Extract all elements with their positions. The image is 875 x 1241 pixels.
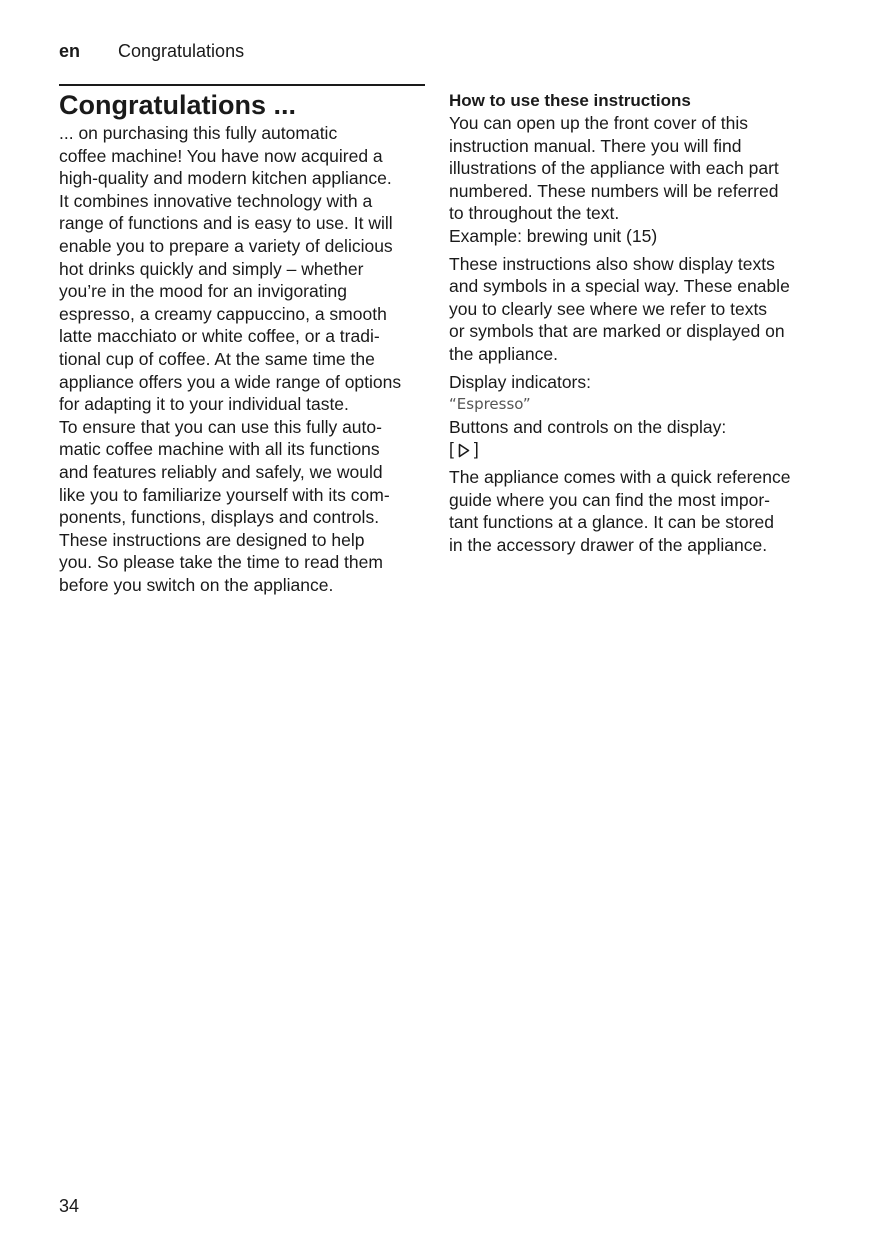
- text-line: and features reliably and safely, we would: [59, 461, 383, 482]
- text-line: you’re in the mood for an invigorating: [59, 281, 347, 302]
- page-title: Congratulations ...: [59, 90, 297, 120]
- text-line: ponents, functions, displays and controls.: [59, 507, 380, 528]
- text-line: To ensure that you can use this fully auto-: [59, 416, 382, 437]
- display-indicators-label: Display indicators:: [449, 371, 591, 392]
- text-line: before you switch on the appliance.: [59, 574, 334, 595]
- text-line: latte macchiato or white coffee, or a tradi-: [59, 326, 380, 347]
- text-line: illustrations of the appliance with each part: [449, 158, 779, 179]
- quick-reference-paragraph: [449, 466, 824, 556]
- text-line: and symbols in a special way. These enable: [449, 276, 790, 297]
- text-line: high-quality and modern kitchen appliance.: [59, 168, 392, 189]
- intro-paragraph: [59, 122, 429, 596]
- text-line: coffee machine! You have now acquired a: [59, 145, 383, 166]
- page-header: [59, 39, 244, 63]
- text-line: ... on purchasing this fully automatic: [59, 123, 338, 143]
- button-symbol-example: [449, 438, 479, 461]
- text-line: The appliance comes with a quick reference: [449, 466, 791, 487]
- text-line: or symbols that are marked or displayed on: [449, 321, 785, 342]
- display-texts-paragraph: [449, 253, 824, 366]
- play-outline-icon: [458, 438, 470, 461]
- text-line: hot drinks quickly and simply – whether: [59, 258, 364, 279]
- text-line: enable you to prepare a variety of delicious: [59, 235, 393, 256]
- text-line: you to clearly see where we refer to texts: [449, 298, 768, 319]
- bracket-close: ]: [473, 439, 479, 460]
- text-line: It combines innovative technology with a: [59, 190, 373, 211]
- text-line: you. So please take the time to read them: [59, 552, 383, 573]
- left-column: [59, 88, 429, 596]
- text-line: to throughout the text.: [449, 203, 620, 224]
- text-line: guide where you can find the most impor-: [449, 489, 770, 510]
- text-line: the appliance.: [449, 343, 558, 364]
- right-column: [449, 90, 824, 556]
- buttons-label: Buttons and controls on the display:: [449, 416, 727, 437]
- display-examples: [449, 371, 824, 461]
- text-line: These instructions are designed to help: [59, 529, 365, 550]
- text-line: tant functions at a glance. It can be stored: [449, 512, 774, 533]
- text-line: for adapting it to your individual taste.: [59, 394, 349, 415]
- text-line: numbered. These numbers will be referred: [449, 180, 779, 201]
- text-line: espresso, a creamy cappuccino, a smooth: [59, 303, 387, 324]
- usage-paragraph: [449, 112, 824, 248]
- display-text-example: “Espresso”: [449, 395, 531, 414]
- text-line: These instructions also show display texts: [449, 253, 775, 274]
- example-line: Example: brewing unit (15): [449, 225, 658, 246]
- text-line: tional cup of coffee. At the same time the: [59, 348, 375, 369]
- text-line: appliance offers you a wide range of options: [59, 371, 402, 392]
- title-rule: [59, 84, 425, 86]
- text-line: You can open up the front cover of this: [449, 113, 749, 133]
- text-line: matic coffee machine with all its functions: [59, 439, 380, 460]
- section-title: Congratulations: [118, 41, 245, 61]
- language-code: en: [59, 41, 81, 61]
- page-number: 34: [59, 1196, 80, 1216]
- text-line: in the accessory drawer of the appliance.: [449, 534, 768, 555]
- section-heading: How to use these instructions: [449, 91, 691, 110]
- text-line: like you to familiarize yourself with its com-: [59, 484, 390, 505]
- text-line: instruction manual. There you will find: [449, 135, 742, 156]
- text-line: range of functions and is easy to use. It will: [59, 213, 393, 234]
- bracket-open: [: [449, 439, 454, 460]
